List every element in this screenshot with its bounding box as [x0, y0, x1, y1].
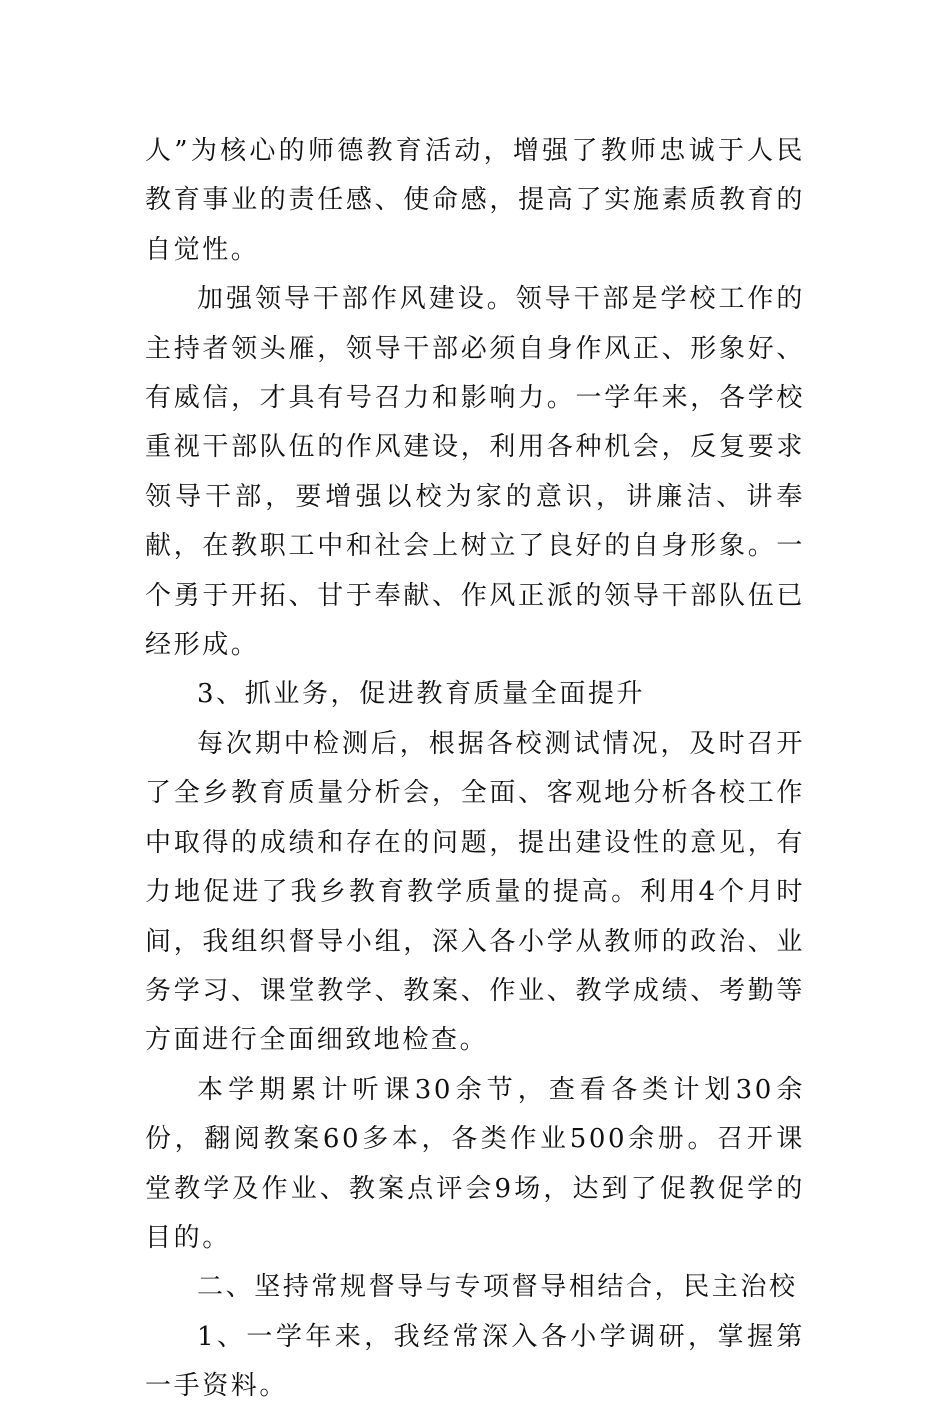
paragraph-7: 1、一学年来，我经常深入各小学调研，掌握第一手资料。	[145, 1321, 805, 1402]
section-heading-3: 3、抓业务，促进教育质量全面提升	[197, 679, 646, 710]
section-heading-two: 二、坚持常规督导与专项督导相结合，民主治校	[197, 1272, 798, 1303]
paragraph-2: 加强领导干部作风建设。领导干部是学校工作的主持者领头雁，领导干部必须自身作风正、形象好、有威信，才具有号召力和影响力。一学年来，各学校重视干部队伍的作风建设，利用各种机会，反复要求领导干部，要增强以校为家的意识，讲廉洁、讲奉献，在教职工中和社会上树立了良好的自身形象。一个勇于开拓、甘于奉献、作风正派的领导干部队伍已经形成。	[145, 284, 805, 661]
document-body	[145, 127, 805, 1412]
paragraph-1: 人”为核心的师德教育活动，增强了教师忠诚于人民教育事业的责任感、使命感，提高了实施素质教育的自觉性。	[145, 136, 805, 265]
paragraph-5: 本学期累计听课30余节，查看各类计划30余份，翻阅教案60多本，各类作业500余册。召开课堂教学及作业、教案点评会9场，达到了促教促学的目的。	[145, 1074, 805, 1253]
paragraph-4: 每次期中检测后，根据各校测试情况，及时召开了全乡教育质量分析会，全面、客观地分析各校工作中取得的成绩和存在的问题，提出建设性的意见，有力地促进了我乡教育教学质量的提高。利用4个月时间，我组织督导小组，深入各小学从教师的政治、业务学习、课堂教学、教案、作业、教学成绩、考勤等方面进行全面细致地检查。	[145, 728, 805, 1056]
